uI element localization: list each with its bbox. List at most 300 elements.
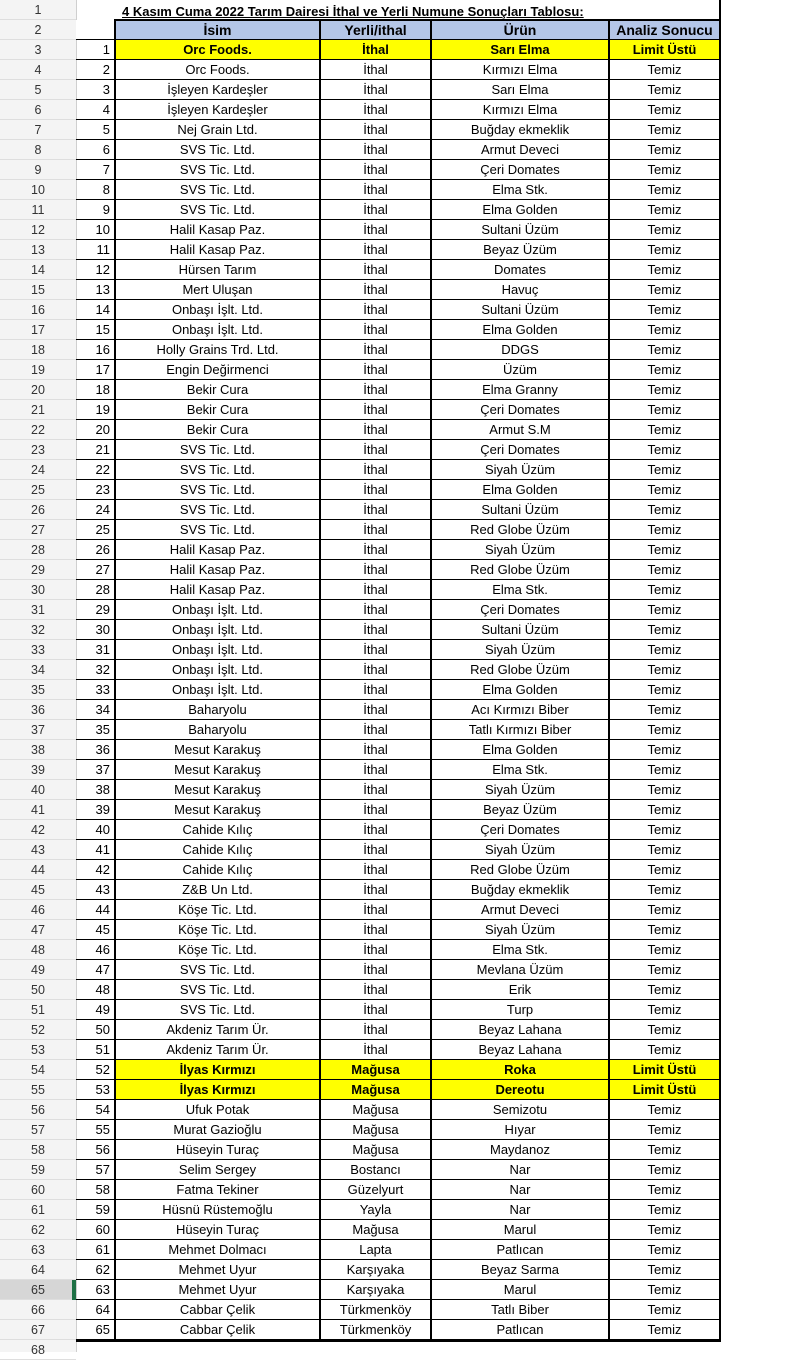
cell-name[interactable]: Köşe Tic. Ltd. [116, 900, 321, 920]
row-number[interactable]: 3 [0, 40, 76, 60]
cell-name[interactable]: Ufuk Potak [116, 1100, 321, 1120]
cell-result[interactable]: Temiz [610, 1160, 721, 1180]
cell-origin[interactable]: İthal [321, 520, 432, 540]
cell-product[interactable]: Turp [432, 1000, 610, 1020]
cell-origin[interactable]: İthal [321, 700, 432, 720]
cell-result[interactable]: Temiz [610, 1000, 721, 1020]
row-number[interactable]: 28 [0, 540, 76, 560]
cell-name[interactable]: Köşe Tic. Ltd. [116, 940, 321, 960]
cell-result[interactable]: Temiz [610, 1100, 721, 1120]
row-number[interactable]: 39 [0, 760, 76, 780]
cell-result[interactable]: Temiz [610, 1300, 721, 1320]
cell-product[interactable]: Çeri Domates [432, 820, 610, 840]
cell-number[interactable]: 32 [76, 660, 116, 680]
row-number[interactable]: 66 [0, 1300, 76, 1320]
cell-result[interactable]: Temiz [610, 840, 721, 860]
cell-name[interactable]: Onbaşı İşlt. Ltd. [116, 660, 321, 680]
cell-origin[interactable]: İthal [321, 820, 432, 840]
cell-origin[interactable]: İthal [321, 480, 432, 500]
cell-product[interactable]: Nar [432, 1180, 610, 1200]
cell-product[interactable]: Elma Golden [432, 740, 610, 760]
cell-origin[interactable]: İthal [321, 720, 432, 740]
cell-origin[interactable]: Mağusa [321, 1220, 432, 1240]
cell-name[interactable]: Mehmet Uyur [116, 1260, 321, 1280]
row-number[interactable]: 57 [0, 1120, 76, 1140]
cell-number[interactable]: 45 [76, 920, 116, 940]
cell-result[interactable]: Limit Üstü [610, 1060, 721, 1080]
row-number[interactable]: 54 [0, 1060, 76, 1080]
cell-result[interactable]: Limit Üstü [610, 40, 721, 60]
row-number[interactable]: 22 [0, 420, 76, 440]
cell-product[interactable]: Siyah Üzüm [432, 920, 610, 940]
cell-result[interactable]: Temiz [610, 700, 721, 720]
row-number[interactable]: 58 [0, 1140, 76, 1160]
cell-product[interactable]: Tatlı Biber [432, 1300, 610, 1320]
cell-number[interactable]: 55 [76, 1120, 116, 1140]
cell-product[interactable]: Semizotu [432, 1100, 610, 1120]
cell-origin[interactable]: İthal [321, 640, 432, 660]
cell-number[interactable]: 25 [76, 520, 116, 540]
cell-name[interactable]: Mesut Karakuş [116, 780, 321, 800]
row-number[interactable]: 50 [0, 980, 76, 1000]
cell-number[interactable]: 62 [76, 1260, 116, 1280]
cell-origin[interactable]: Mağusa [321, 1080, 432, 1100]
cell-origin[interactable]: İthal [321, 60, 432, 80]
cell-number[interactable]: 1 [76, 40, 116, 60]
cell-origin[interactable]: İthal [321, 1040, 432, 1060]
cell-origin[interactable]: İthal [321, 460, 432, 480]
header-cell-name[interactable]: İsim [116, 20, 321, 40]
cell-result[interactable]: Temiz [610, 220, 721, 240]
cell-origin[interactable]: İthal [321, 880, 432, 900]
cell-origin[interactable]: İthal [321, 40, 432, 60]
row-number[interactable]: 25 [0, 480, 76, 500]
row-number[interactable]: 6 [0, 100, 76, 120]
row-number[interactable]: 42 [0, 820, 76, 840]
row-number[interactable]: 67 [0, 1320, 76, 1340]
cell-product[interactable]: Buğday ekmeklik [432, 880, 610, 900]
cell-name[interactable]: Hürsen Tarım [116, 260, 321, 280]
cell-result[interactable]: Temiz [610, 360, 721, 380]
cell-origin[interactable]: İthal [321, 260, 432, 280]
cell-number[interactable]: 11 [76, 240, 116, 260]
row-number[interactable]: 65 [0, 1280, 76, 1300]
cell-product[interactable]: Erik [432, 980, 610, 1000]
cell-number[interactable]: 19 [76, 400, 116, 420]
cell-origin[interactable]: İthal [321, 980, 432, 1000]
cell-name[interactable]: SVS Tic. Ltd. [116, 1000, 321, 1020]
row-number[interactable]: 17 [0, 320, 76, 340]
cell-result[interactable]: Temiz [610, 660, 721, 680]
cell-origin[interactable]: İthal [321, 620, 432, 640]
cell-name[interactable]: İlyas Kırmızı [116, 1060, 321, 1080]
row-number[interactable]: 1 [0, 0, 76, 20]
cell-product[interactable]: Çeri Domates [432, 440, 610, 460]
cell-result[interactable]: Temiz [610, 340, 721, 360]
cell-product[interactable]: Çeri Domates [432, 600, 610, 620]
row-number[interactable]: 13 [0, 240, 76, 260]
cell-name[interactable]: Halil Kasap Paz. [116, 560, 321, 580]
row-number[interactable]: 5 [0, 80, 76, 100]
cell-number[interactable]: 20 [76, 420, 116, 440]
cell-product[interactable]: Beyaz Sarma [432, 1260, 610, 1280]
row-number[interactable]: 62 [0, 1220, 76, 1240]
cell-product[interactable]: Elma Golden [432, 680, 610, 700]
cell-name[interactable]: İşleyen Kardeşler [116, 80, 321, 100]
row-number[interactable]: 19 [0, 360, 76, 380]
cell-origin[interactable]: İthal [321, 760, 432, 780]
cell-name[interactable]: Mehmet Uyur [116, 1280, 321, 1300]
cell-result[interactable]: Temiz [610, 760, 721, 780]
cell-origin[interactable]: İthal [321, 360, 432, 380]
cell-result[interactable]: Temiz [610, 1260, 721, 1280]
row-number[interactable]: 30 [0, 580, 76, 600]
cell-origin[interactable]: İthal [321, 320, 432, 340]
cell-name[interactable]: Onbaşı İşlt. Ltd. [116, 680, 321, 700]
row-number[interactable]: 59 [0, 1160, 76, 1180]
cell-result[interactable]: Temiz [610, 1320, 721, 1340]
cell-origin[interactable]: İthal [321, 680, 432, 700]
cell-origin[interactable]: İthal [321, 340, 432, 360]
row-number[interactable]: 8 [0, 140, 76, 160]
cell-product[interactable]: Çeri Domates [432, 160, 610, 180]
cell-product[interactable]: Kırmızı Elma [432, 100, 610, 120]
row-number[interactable]: 14 [0, 260, 76, 280]
cell-origin[interactable]: İthal [321, 800, 432, 820]
cell-result[interactable]: Temiz [610, 1020, 721, 1040]
cell-result[interactable]: Temiz [610, 420, 721, 440]
row-number[interactable]: 38 [0, 740, 76, 760]
cell-result[interactable]: Temiz [610, 500, 721, 520]
cell-product[interactable]: Beyaz Üzüm [432, 240, 610, 260]
cell-result[interactable]: Temiz [610, 860, 721, 880]
header-cell-result[interactable]: Analiz Sonucu [610, 20, 721, 40]
cell-number[interactable]: 40 [76, 820, 116, 840]
cell-name[interactable]: İşleyen Kardeşler [116, 100, 321, 120]
cell-number[interactable]: 4 [76, 100, 116, 120]
cell-name[interactable]: Mehmet Dolmacı [116, 1240, 321, 1260]
cell-result[interactable]: Temiz [610, 100, 721, 120]
row-number[interactable]: 47 [0, 920, 76, 940]
cell-number[interactable]: 33 [76, 680, 116, 700]
cell-number[interactable]: 52 [76, 1060, 116, 1080]
cell-number[interactable]: 57 [76, 1160, 116, 1180]
cell-number[interactable]: 59 [76, 1200, 116, 1220]
row-number[interactable]: 16 [0, 300, 76, 320]
cell-result[interactable]: Temiz [610, 280, 721, 300]
cell-result[interactable]: Temiz [610, 1120, 721, 1140]
row-number[interactable]: 18 [0, 340, 76, 360]
header-cell-blank[interactable] [76, 20, 116, 40]
cell-number[interactable]: 18 [76, 380, 116, 400]
cell-origin[interactable]: İthal [321, 220, 432, 240]
cell-product[interactable]: Domates [432, 260, 610, 280]
row-number[interactable]: 37 [0, 720, 76, 740]
row-number[interactable]: 49 [0, 960, 76, 980]
cell-product[interactable]: Elma Stk. [432, 940, 610, 960]
row-number[interactable]: 46 [0, 900, 76, 920]
cell-product[interactable]: DDGS [432, 340, 610, 360]
cell-number[interactable]: 56 [76, 1140, 116, 1160]
row-number[interactable]: 34 [0, 660, 76, 680]
row-number[interactable]: 56 [0, 1100, 76, 1120]
cell-result[interactable]: Temiz [610, 460, 721, 480]
cell-origin[interactable]: İthal [321, 240, 432, 260]
cell-number[interactable]: 13 [76, 280, 116, 300]
cell-number[interactable]: 26 [76, 540, 116, 560]
cell-product[interactable]: Red Globe Üzüm [432, 520, 610, 540]
cell-result[interactable]: Temiz [610, 400, 721, 420]
cell-name[interactable]: Hüseyin Turaç [116, 1220, 321, 1240]
cell-origin[interactable]: İthal [321, 940, 432, 960]
cell-result[interactable]: Temiz [610, 740, 721, 760]
cell-product[interactable]: Elma Golden [432, 320, 610, 340]
cell-name[interactable]: SVS Tic. Ltd. [116, 160, 321, 180]
cell-origin[interactable]: İthal [321, 380, 432, 400]
cell-product[interactable]: Üzüm [432, 360, 610, 380]
row-number[interactable]: 43 [0, 840, 76, 860]
cell-product[interactable]: Acı Kırmızı Biber [432, 700, 610, 720]
cell-name[interactable]: Akdeniz Tarım Ür. [116, 1040, 321, 1060]
row-number[interactable]: 23 [0, 440, 76, 460]
cell-result[interactable]: Temiz [610, 1240, 721, 1260]
cell-product[interactable]: Siyah Üzüm [432, 640, 610, 660]
cell-origin[interactable]: İthal [321, 600, 432, 620]
cell-origin[interactable]: İthal [321, 300, 432, 320]
cell-number[interactable]: 64 [76, 1300, 116, 1320]
row-number[interactable]: 45 [0, 880, 76, 900]
row-number[interactable]: 35 [0, 680, 76, 700]
cell-number[interactable]: 22 [76, 460, 116, 480]
cell-number[interactable]: 39 [76, 800, 116, 820]
cell-name[interactable]: SVS Tic. Ltd. [116, 520, 321, 540]
row-number[interactable]: 60 [0, 1180, 76, 1200]
cell-result[interactable]: Temiz [610, 300, 721, 320]
cell-origin[interactable]: İthal [321, 180, 432, 200]
cell-result[interactable]: Temiz [610, 200, 721, 220]
row-number[interactable]: 24 [0, 460, 76, 480]
cell-name[interactable]: Selim Sergey [116, 1160, 321, 1180]
cell-product[interactable]: Nar [432, 1160, 610, 1180]
cell-product[interactable]: Siyah Üzüm [432, 460, 610, 480]
cell-product[interactable]: Marul [432, 1220, 610, 1240]
cell-result[interactable]: Temiz [610, 580, 721, 600]
cell-origin[interactable]: İthal [321, 200, 432, 220]
cell-product[interactable]: Armut Deveci [432, 140, 610, 160]
cell-name[interactable]: Halil Kasap Paz. [116, 540, 321, 560]
cell-result[interactable]: Temiz [610, 720, 721, 740]
cell-product[interactable]: Sultani Üzüm [432, 300, 610, 320]
row-number[interactable]: 41 [0, 800, 76, 820]
cell-product[interactable]: Kırmızı Elma [432, 60, 610, 80]
cell-result[interactable]: Temiz [610, 920, 721, 940]
header-cell-product[interactable]: Ürün [432, 20, 610, 40]
cell-origin[interactable]: İthal [321, 540, 432, 560]
cell-result[interactable]: Temiz [610, 180, 721, 200]
cell-number[interactable]: 5 [76, 120, 116, 140]
cell-name[interactable]: Mesut Karakuş [116, 760, 321, 780]
cell-number[interactable]: 54 [76, 1100, 116, 1120]
cell-origin[interactable]: İthal [321, 560, 432, 580]
cell-name[interactable]: SVS Tic. Ltd. [116, 180, 321, 200]
header-cell-origin[interactable]: Yerli/ithal [321, 20, 432, 40]
cell-result[interactable]: Temiz [610, 240, 721, 260]
row-number[interactable]: 7 [0, 120, 76, 140]
cell-number[interactable]: 16 [76, 340, 116, 360]
cell-name[interactable]: Halil Kasap Paz. [116, 240, 321, 260]
cell-result[interactable]: Temiz [610, 780, 721, 800]
cell-origin[interactable]: Lapta [321, 1240, 432, 1260]
cell-result[interactable]: Temiz [610, 1140, 721, 1160]
cell-number[interactable]: 51 [76, 1040, 116, 1060]
cell-product[interactable]: Elma Stk. [432, 760, 610, 780]
cell-number[interactable]: 44 [76, 900, 116, 920]
cell-name[interactable]: Fatma Tekiner [116, 1180, 321, 1200]
sheet-title[interactable]: 4 Kasım Cuma 2022 Tarım Dairesi İthal ve Yerli Numune Sonuçları Tablosu: [122, 4, 584, 19]
cell-origin[interactable]: Mağusa [321, 1140, 432, 1160]
cell-result[interactable]: Temiz [610, 620, 721, 640]
row-number[interactable]: 68 [0, 1340, 76, 1360]
cell-name[interactable]: Orc Foods. [116, 60, 321, 80]
cell-name[interactable]: SVS Tic. Ltd. [116, 440, 321, 460]
cell-name[interactable]: Halil Kasap Paz. [116, 580, 321, 600]
row-number[interactable]: 15 [0, 280, 76, 300]
cell-number[interactable]: 58 [76, 1180, 116, 1200]
cell-product[interactable]: Sarı Elma [432, 80, 610, 100]
row-number[interactable]: 63 [0, 1240, 76, 1260]
row-number[interactable]: 36 [0, 700, 76, 720]
cell-name[interactable]: Onbaşı İşlt. Ltd. [116, 300, 321, 320]
cell-number[interactable]: 2 [76, 60, 116, 80]
cell-name[interactable]: SVS Tic. Ltd. [116, 140, 321, 160]
cell-number[interactable]: 28 [76, 580, 116, 600]
cell-origin[interactable]: İthal [321, 660, 432, 680]
cell-number[interactable]: 27 [76, 560, 116, 580]
row-number[interactable]: 52 [0, 1020, 76, 1040]
cell-number[interactable]: 36 [76, 740, 116, 760]
cell-name[interactable]: Mert Uluşan [116, 280, 321, 300]
cell-product[interactable]: Sultani Üzüm [432, 220, 610, 240]
cell-origin[interactable]: Mağusa [321, 1060, 432, 1080]
cell-number[interactable]: 65 [76, 1320, 116, 1340]
cell-product[interactable]: Elma Golden [432, 480, 610, 500]
cell-number[interactable]: 60 [76, 1220, 116, 1240]
cell-result[interactable]: Temiz [610, 800, 721, 820]
cell-product[interactable]: Red Globe Üzüm [432, 560, 610, 580]
cell-number[interactable]: 43 [76, 880, 116, 900]
cell-origin[interactable]: İthal [321, 860, 432, 880]
cell-number[interactable]: 38 [76, 780, 116, 800]
cell-name[interactable]: Onbaşı İşlt. Ltd. [116, 320, 321, 340]
cell-name[interactable]: Onbaşı İşlt. Ltd. [116, 640, 321, 660]
cell-number[interactable]: 3 [76, 80, 116, 100]
cell-result[interactable]: Temiz [610, 60, 721, 80]
cell-origin[interactable]: İthal [321, 960, 432, 980]
cell-product[interactable]: Beyaz Lahana [432, 1040, 610, 1060]
cell-name[interactable]: Holly Grains Trd. Ltd. [116, 340, 321, 360]
cell-name[interactable]: Bekir Cura [116, 380, 321, 400]
cell-product[interactable]: Beyaz Üzüm [432, 800, 610, 820]
cell-origin[interactable]: İthal [321, 120, 432, 140]
cell-origin[interactable]: Bostancı [321, 1160, 432, 1180]
cell-origin[interactable]: İthal [321, 1020, 432, 1040]
cell-name[interactable]: Bekir Cura [116, 420, 321, 440]
cell-origin[interactable]: Güzelyurt [321, 1180, 432, 1200]
cell-origin[interactable]: Türkmenköy [321, 1300, 432, 1320]
cell-result[interactable]: Temiz [610, 820, 721, 840]
cell-number[interactable]: 47 [76, 960, 116, 980]
cell-name[interactable]: Z&B Un Ltd. [116, 880, 321, 900]
cell-product[interactable]: Çeri Domates [432, 400, 610, 420]
cell-name[interactable]: Orc Foods. [116, 40, 321, 60]
cell-product[interactable]: Elma Granny [432, 380, 610, 400]
row-number[interactable]: 55 [0, 1080, 76, 1100]
cell-name[interactable]: SVS Tic. Ltd. [116, 480, 321, 500]
cell-result[interactable]: Temiz [610, 640, 721, 660]
cell-product[interactable]: Mevlana Üzüm [432, 960, 610, 980]
cell-name[interactable]: Akdeniz Tarım Ür. [116, 1020, 321, 1040]
cell-result[interactable]: Temiz [610, 880, 721, 900]
cell-product[interactable]: Siyah Üzüm [432, 540, 610, 560]
row-number[interactable]: 29 [0, 560, 76, 580]
cell-product[interactable]: Sultani Üzüm [432, 620, 610, 640]
cell-result[interactable]: Temiz [610, 560, 721, 580]
cell-name[interactable]: Baharyolu [116, 720, 321, 740]
cell-name[interactable]: Murat Gazioğlu [116, 1120, 321, 1140]
cell-product[interactable]: Patlıcan [432, 1240, 610, 1260]
cell-name[interactable]: SVS Tic. Ltd. [116, 960, 321, 980]
cell-name[interactable]: Cabbar Çelik [116, 1300, 321, 1320]
row-number[interactable]: 51 [0, 1000, 76, 1020]
cell-origin[interactable]: Mağusa [321, 1100, 432, 1120]
cell-result[interactable]: Limit Üstü [610, 1080, 721, 1100]
row-number[interactable]: 40 [0, 780, 76, 800]
row-number[interactable]: 4 [0, 60, 76, 80]
cell-product[interactable]: Armut Deveci [432, 900, 610, 920]
cell-origin[interactable]: İthal [321, 500, 432, 520]
cell-number[interactable]: 53 [76, 1080, 116, 1100]
cell-product[interactable]: Sultani Üzüm [432, 500, 610, 520]
row-number[interactable]: 61 [0, 1200, 76, 1220]
cell-number[interactable]: 12 [76, 260, 116, 280]
cell-origin[interactable]: İthal [321, 160, 432, 180]
cell-name[interactable]: Engin Değirmenci [116, 360, 321, 380]
cell-origin[interactable]: İthal [321, 580, 432, 600]
cell-name[interactable]: Mesut Karakuş [116, 740, 321, 760]
cell-product[interactable]: Maydanoz [432, 1140, 610, 1160]
cell-origin[interactable]: Mağusa [321, 1120, 432, 1140]
cell-result[interactable]: Temiz [610, 1040, 721, 1060]
row-number[interactable]: 21 [0, 400, 76, 420]
cell-result[interactable]: Temiz [610, 1220, 721, 1240]
cell-result[interactable]: Temiz [610, 480, 721, 500]
cell-result[interactable]: Temiz [610, 140, 721, 160]
cell-result[interactable]: Temiz [610, 600, 721, 620]
cell-product[interactable]: Red Globe Üzüm [432, 860, 610, 880]
cell-name[interactable]: Nej Grain Ltd. [116, 120, 321, 140]
cell-origin[interactable]: İthal [321, 440, 432, 460]
cell-origin[interactable]: Yayla [321, 1200, 432, 1220]
cell-origin[interactable]: İthal [321, 280, 432, 300]
cell-name[interactable]: Onbaşı İşlt. Ltd. [116, 600, 321, 620]
cell-product[interactable]: Nar [432, 1200, 610, 1220]
cell-name[interactable]: SVS Tic. Ltd. [116, 200, 321, 220]
cell-result[interactable]: Temiz [610, 380, 721, 400]
cell-number[interactable]: 31 [76, 640, 116, 660]
row-number[interactable]: 2 [0, 20, 76, 40]
cell-origin[interactable]: İthal [321, 420, 432, 440]
row-number[interactable]: 53 [0, 1040, 76, 1060]
